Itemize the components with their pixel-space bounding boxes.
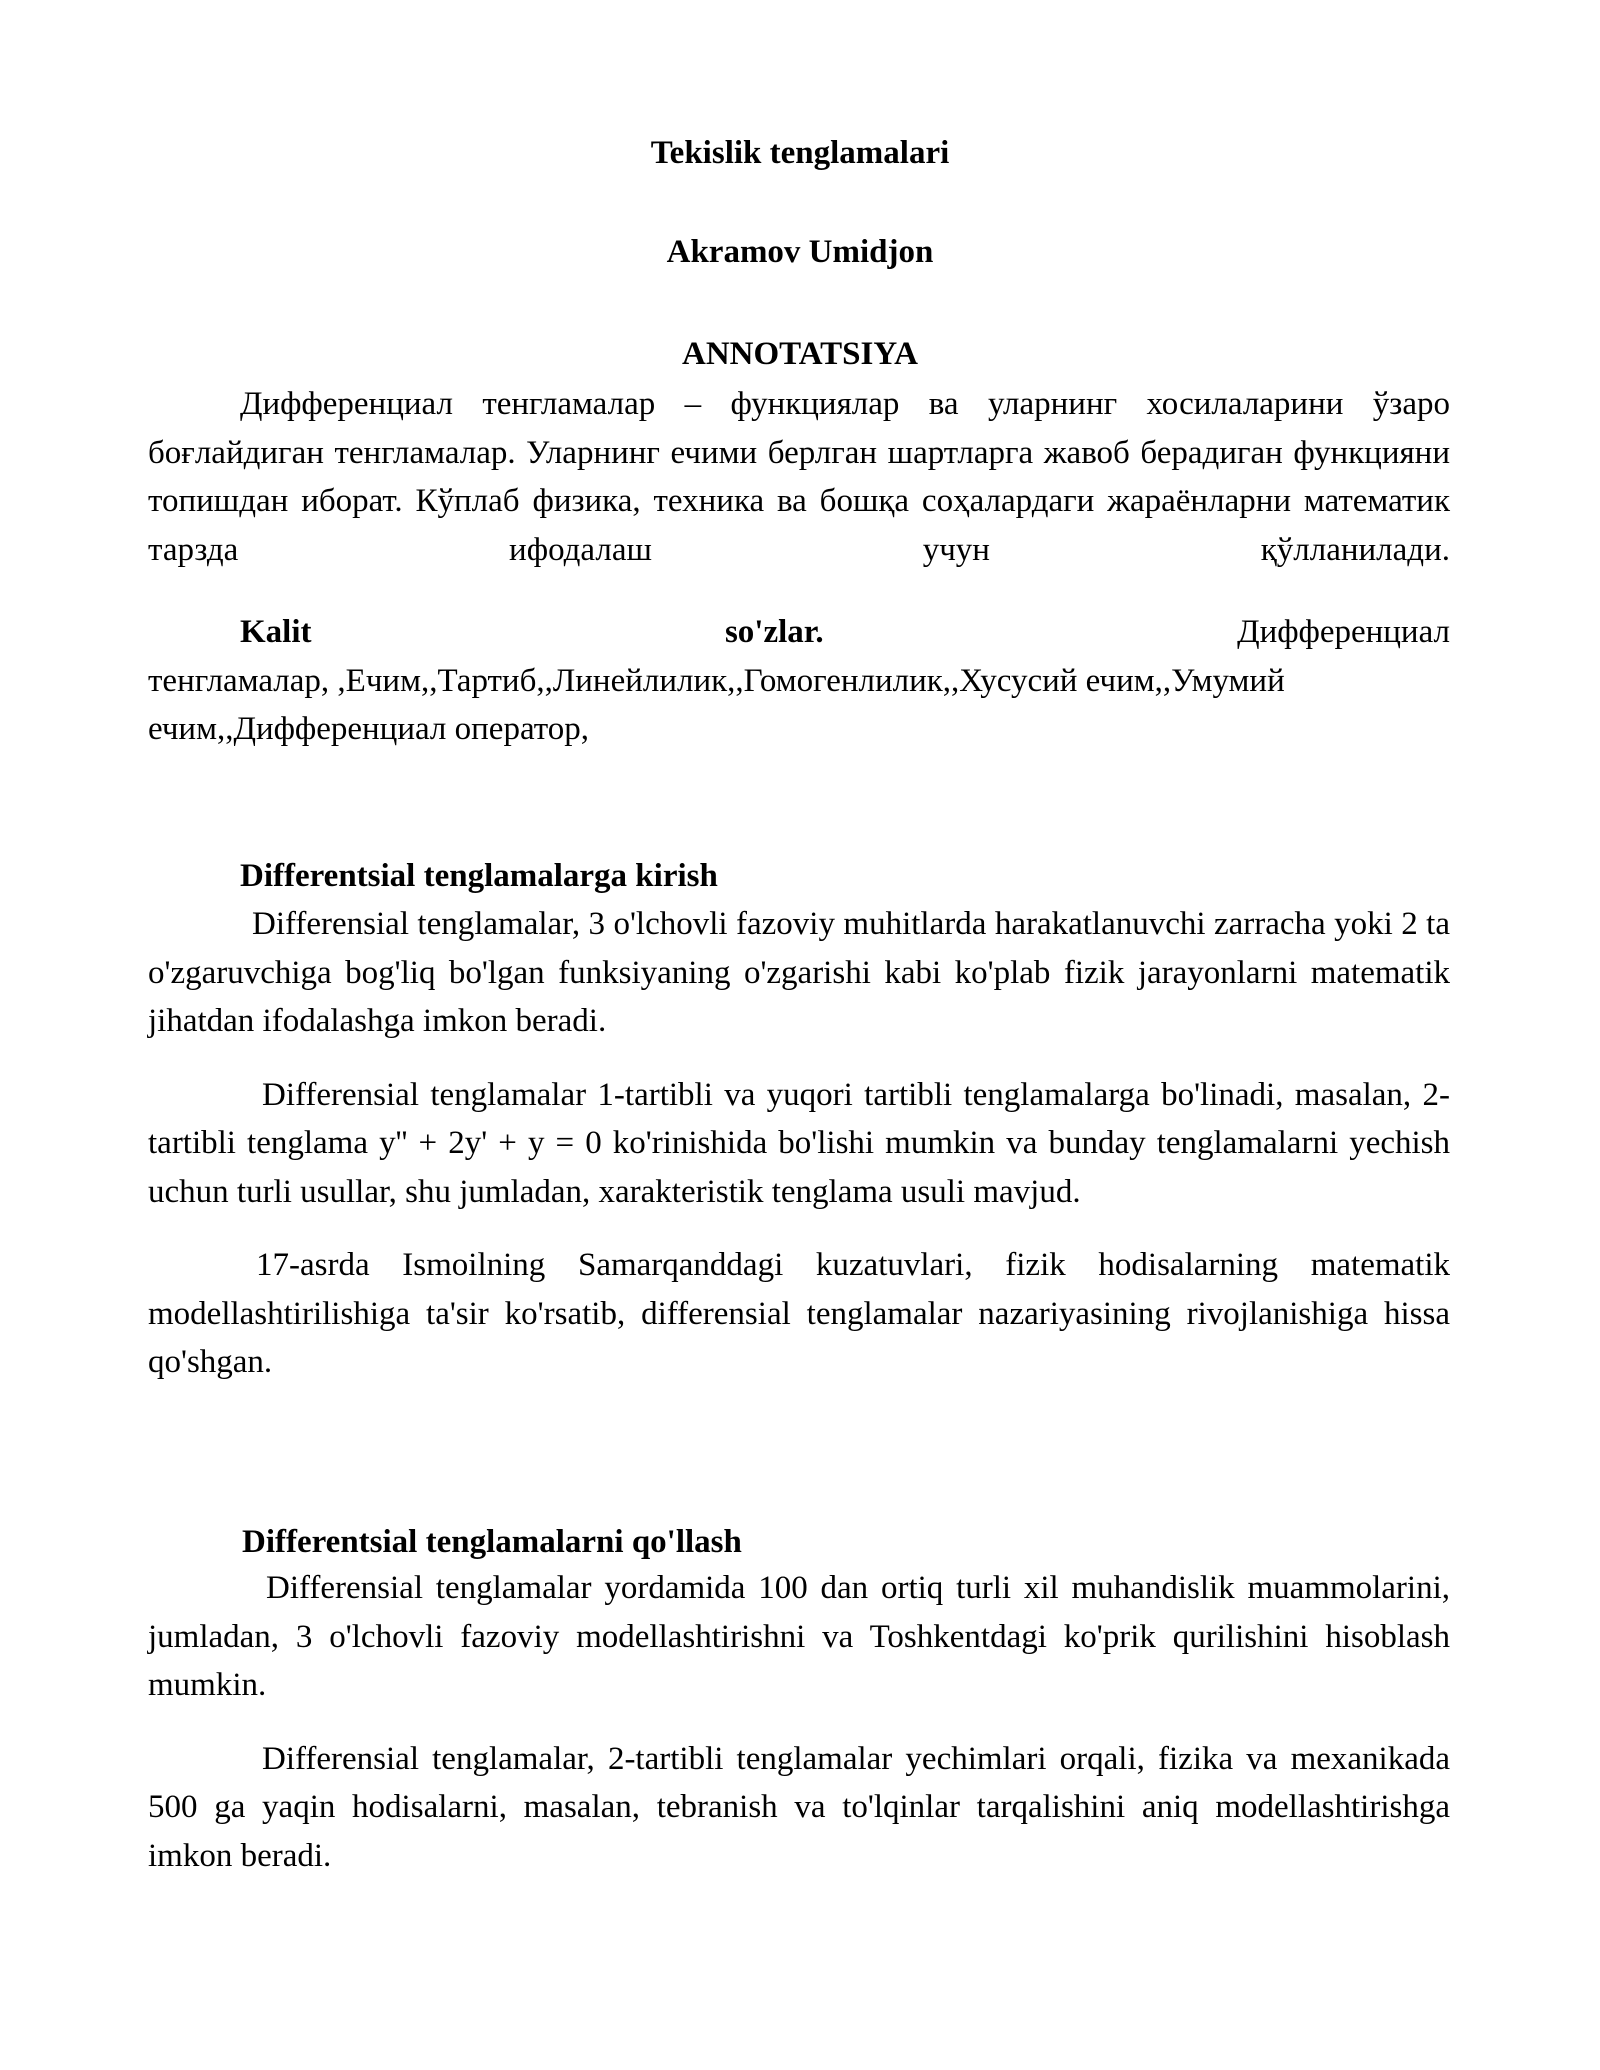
section-introduction-paragraph-3: 17-asrda Ismoilning Samarqanddagi kuzatuvlari, fizik hodisalarning matematik modellashtirilishiga ta'sir ko'rsatib, differensial tenglamalar nazariyasining rivojlanishiga hissa qo'shgan. [148,1247,1450,1380]
section-application-heading: Differentsial tenglamalarni qo'llash [242,1524,742,1560]
keywords-label-sozlar: so'zlar. [724,614,824,650]
section-application-paragraph-1: Differensial tenglamalar yordamida 100 dan ortiq turli xil muhandislik muammolarini, jumladan, 3 o'lchovli fazoviy modellashtirishni va Toshkentdagi ko'prik qurilishini hisoblash mumkin. [148,1570,1450,1703]
keywords-section [148,608,1450,754]
section-application [148,1518,1450,1880]
keywords-first-term: Дифференциал [1237,614,1450,650]
keywords-first-line [148,608,1450,657]
keywords-list: тенгламалар, ,Ечим,,Тартиб,,Линейлилик,,Гомогенлилик,,Хусусий ечим,,Умумий ечим,,Дифференциал оператор, [148,662,1285,747]
author-name: Akramov Umidjon [666,234,934,270]
section-introduction-heading: Differentsial tenglamalarga kirish [240,858,718,894]
annotation-text: Дифференциал тенгламалар – функциялар ва уларнинг хосилаларини ўзаро боғлайдиган тенгламалар. Уларнинг ечими берлган шартларга жавоб берадиган функцияни топишдан иборат. Кўплаб физика, техника ва бошқа соҳалардаги жараёнларни математик тарзда ифодалаш учун қўлланилади. [148,386,1450,568]
keywords-label-kalit: Kalit [240,614,312,650]
section-introduction-paragraph-1: Differensial tenglamalar, 3 o'lchovli fazoviy muhitlarda harakatlanuvchi zarracha yoki 2 ta o'zgaruvchiga bog'liq bo'lgan funksiyaning o'zgarishi kabi ko'plab fizik jarayonlarni matematik jihatdan ifodalashga imkon beradi. [148,906,1450,1039]
section-application-paragraph-2: Differensial tenglamalar, 2-tartibli tenglamalar yechimlari orqali, fizika va mexanikada 500 ga yaqin hodisalarni, masalan, tebranish va to'lqinlar tarqalishini aniq modellashtirishga imkon beradi. [148,1740,1450,1874]
document-title: Tekislik tenglamalari [650,135,950,171]
annotation-section [148,380,1450,574]
annotation-heading: ANNOTATSIYA [682,336,918,372]
section-introduction-paragraph-2: Differensial tenglamalar 1-tartibli va yuqori tartibli tenglamalarga bo'linadi, masalan, 2-tartibli tenglama y'' + 2y' + y = 0 ko'rinishida bo'lishi mumkin va bunday tenglamalarni yechish uchun turli usullar, shu jumladan, xarakteristik tenglama usuli mavjud. [148,1076,1450,1210]
section-introduction [148,852,1450,1387]
